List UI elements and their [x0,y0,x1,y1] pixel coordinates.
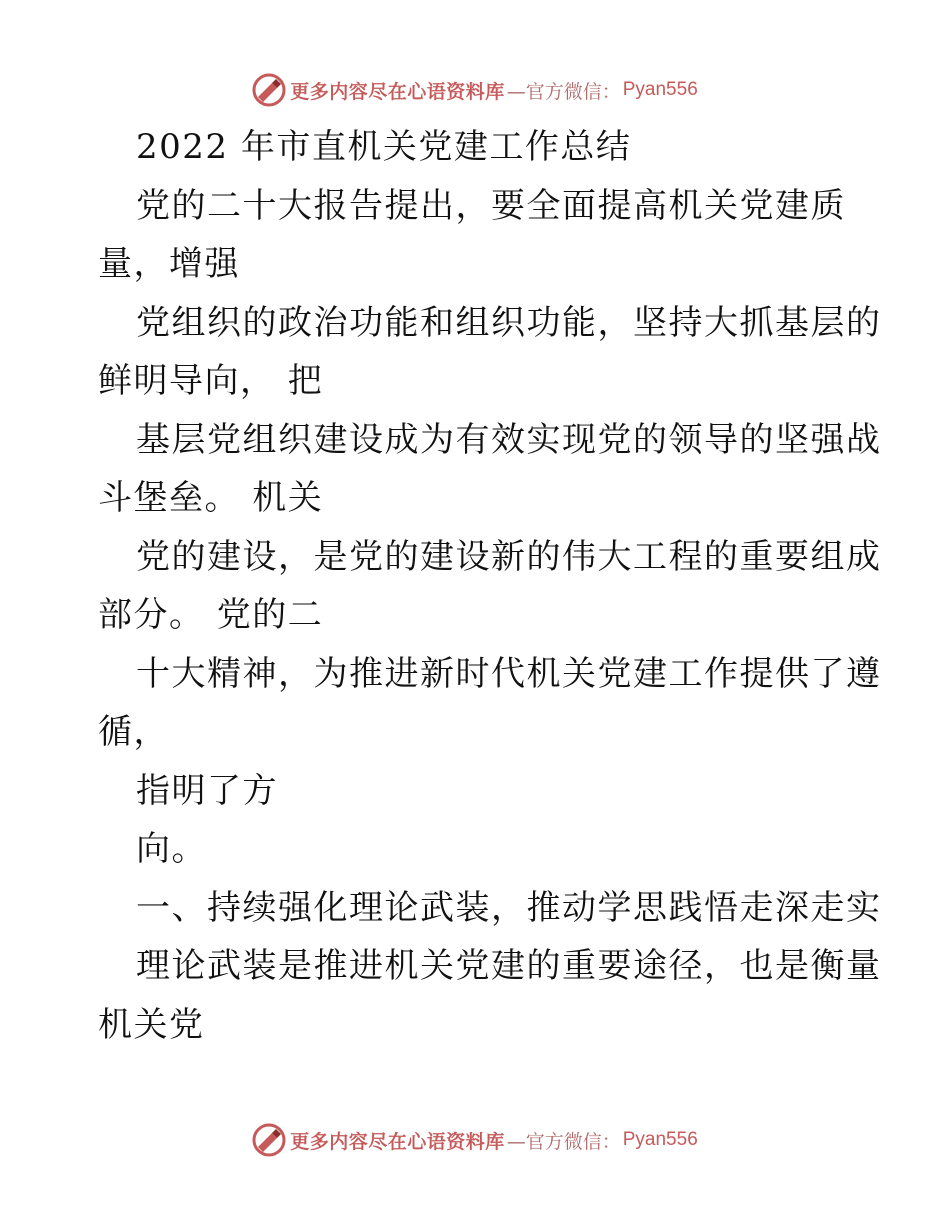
doc-line: 部分。 党的二 [98,595,324,635]
doc-line: 理论武装是推进机关党建的重要途径，也是衡量 [136,946,882,986]
doc-line: 循， [98,712,169,752]
doc-line: 一、持续强化理论武装，推动学思践悟走深走实 [136,887,882,928]
doc-line: 党的二十大报告提出，要全面提高机关党建质 [136,185,846,226]
header-watermark [0,70,950,110]
pen-logo-icon [252,1123,286,1157]
watermark-text: 更多内容尽在心语资料库 [290,1130,505,1153]
doc-line: 基层党组织建设成为有效实现党的领导的坚强战 [136,419,882,460]
doc-line: 机关党 [98,1004,205,1045]
doc-line: 鲜明导向， 把 [98,361,324,401]
footer-watermark [0,1120,950,1160]
doc-line: 十大精神，为推进新时代机关党建工作提供了遵 [136,653,882,694]
doc-line: 党组织的政治功能和组织功能，坚持大抓基层的 [136,302,882,343]
watermark-wechat-label: —官方微信： [506,1130,621,1153]
pen-logo-icon [252,73,286,107]
watermark-wechat-id: Pyan556 [622,1129,698,1150]
document-body [98,118,882,1054]
watermark-wechat-label: —官方微信： [506,80,621,103]
watermark-wechat-id: Pyan556 [622,79,698,100]
doc-line: 斗堡垒。 机关 [98,478,324,518]
doc-line: 量，增强 [98,244,240,284]
doc-line: 2022 年市直机关党建工作总结 [136,127,632,167]
doc-line: 指明了方 [136,770,278,811]
doc-line: 向。 [136,829,207,869]
watermark-text: 更多内容尽在心语资料库 [290,80,505,103]
doc-line: 党的建设，是党的建设新的伟大工程的重要组成 [136,536,882,577]
